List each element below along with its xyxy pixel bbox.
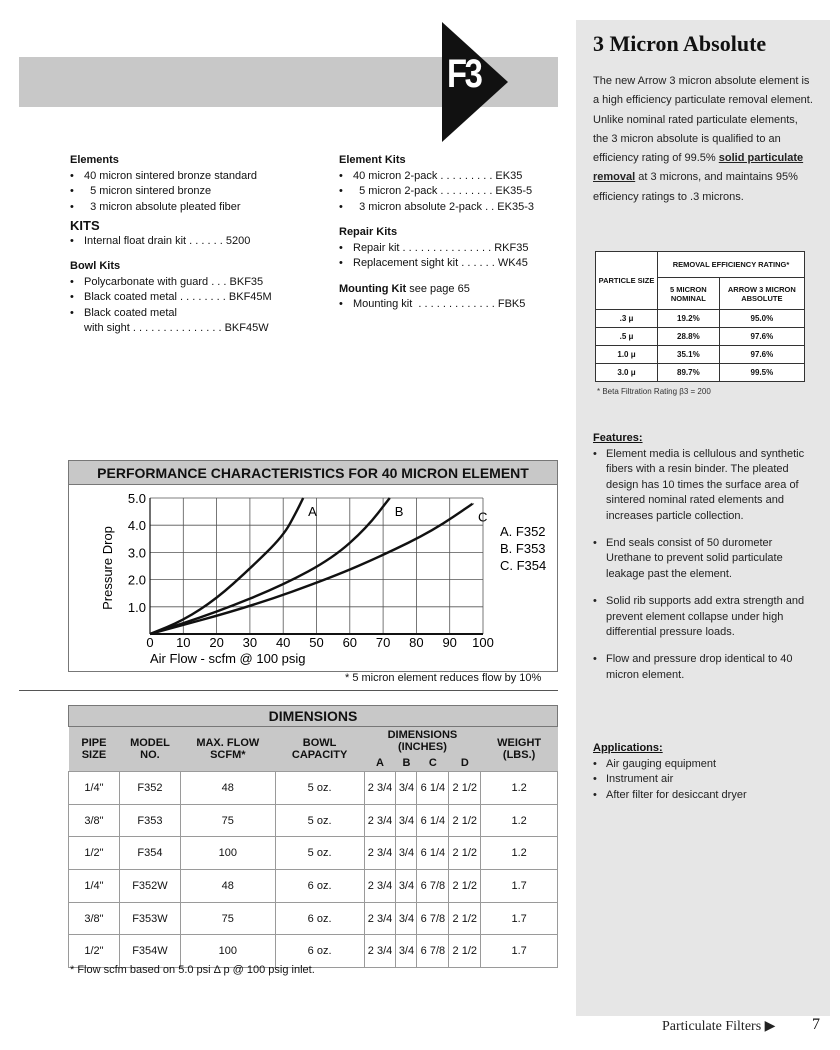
y-axis-label: Pressure Drop [100,526,115,610]
x-tick-label: 0 [146,635,154,650]
dimensions-cell-bowl: 5 oz. [275,837,364,870]
dimensions-cell-flow: 100 [181,837,276,870]
dimensions-cell-b: 3/4 [396,902,417,935]
dimensions-cell-b: 3/4 [396,772,417,805]
features-item: • Flow and pressure drop identical to 40 micron element. [593,652,808,683]
parts-column-right [339,153,569,313]
dimensions-cell-bowl: 6 oz. [275,902,364,935]
dimensions-footnote: * Flow scfm based on 5.0 psi Δ p @ 100 psig inlet. [70,964,315,976]
applications-item: • Air gauging equipment [593,757,808,772]
section-divider [19,690,558,691]
sidebar-title: 3 Micron Absolute [593,31,767,56]
performance-chart [69,486,557,670]
x-tick-label: 50 [309,635,324,650]
bowl-kits-heading: Bowl Kits [70,260,121,272]
dimensions-cell-model: F354W [119,935,180,968]
dimensions-cell-a: 2 3/4 [364,935,396,968]
dimensions-title: DIMENSIONS [68,705,558,727]
y-tick-label: 3.0 [127,545,146,561]
dimensions-cell-c: 6 7/8 [417,902,449,935]
efficiency-table-note: * Beta Filtration Rating β3 = 200 [597,387,711,396]
dimensions-cell-weight: 1.2 [481,837,558,870]
mounting-kit-heading: Mounting Kit see page 65 [339,282,470,295]
element-kit-item: • 40 micron 2-pack . . . . . . . . . EK35 [339,169,569,185]
element-kit-item: • 5 micron 2-pack . . . . . . . . . EK35-5 [339,184,569,200]
dimensions-row [69,837,558,870]
dimensions-cell-c: 6 1/4 [417,837,449,870]
dimensions-row [69,870,558,903]
dimensions-cell-d: 2 1/2 [449,902,481,935]
col-dim-c: C [417,755,449,772]
efficiency-cell-nominal: 19.2% [658,310,720,328]
features-item: • Solid rib supports add extra strength and prevent element collapse under high differential pressure loads. [593,594,808,640]
col-pipe-size: PIPE SIZE [69,727,120,772]
legend-entry: B. F353 [500,541,546,556]
features-list [593,447,808,683]
dimensions-row [69,902,558,935]
dimensions-cell-a: 2 3/4 [364,837,396,870]
col-dimensions: DIMENSIONS (INCHES) [364,727,481,755]
series-label-b: B [394,504,404,519]
dimensions-cell-pipe: 1/2" [69,935,120,968]
page-number: 7 [812,1016,820,1033]
dimensions-cell-b: 3/4 [396,837,417,870]
dimensions-cell-a: 2 3/4 [364,902,396,935]
dimensions-table [68,727,558,968]
dimensions-cell-b: 3/4 [396,870,417,903]
dimensions-cell-model: F354 [119,837,180,870]
element-kits-heading: Element Kits [339,154,406,166]
x-tick-label: 20 [209,635,224,650]
dimensions-row [69,935,558,968]
col-nominal: 5 MICRON NOMINAL [658,278,720,310]
x-tick-label: 40 [275,635,291,650]
efficiency-cell-absolute: 97.6% [719,346,804,364]
efficiency-row [596,328,805,346]
elements-item: • 5 micron sintered bronze [70,184,320,200]
efficiency-row [596,310,805,328]
col-bowl-capacity: BOWL CAPACITY [275,727,364,772]
y-tick-label: 5.0 [127,491,146,506]
features-heading: Features: [593,432,643,444]
dimensions-cell-model: F352 [119,772,180,805]
y-tick-label: 2.0 [127,572,146,588]
features-item: • End seals consist of 50 durometer Urethane to prevent solid particulate leakage past the element. [593,536,808,582]
applications-list [593,757,808,803]
dimensions-cell-bowl: 5 oz. [275,804,364,837]
dimensions-cell-b: 3/4 [396,804,417,837]
x-tick-label: 90 [442,635,457,650]
dimensions-cell-d: 2 1/2 [449,837,481,870]
efficiency-cell-size: 3.0 μ [596,364,658,382]
efficiency-cell-absolute: 95.0% [719,310,804,328]
efficiency-cell-nominal: 28.8% [658,328,720,346]
dimensions-cell-flow: 75 [181,804,276,837]
dimensions-cell-weight: 1.2 [481,804,558,837]
sidebar-intro: The new Arrow 3 micron absolute element is a high efficiency particulate removal element. Unlike nominal rated particulate elements, the 3 micron absolute is qualified to an efficiency rating of 99.5% solid particulate removal at 3 microns, and maintains 95% efficiency ratings to .3 microns. [593,75,813,203]
dimensions-cell-c: 6 7/8 [417,870,449,903]
intro-emphasis: solid particulate removal [593,152,804,184]
dimensions-cell-model: F353W [119,902,180,935]
series-line-b [150,498,390,634]
col-particle-size: PARTICLE SIZE [596,252,658,310]
dimensions-cell-pipe: 1/2" [69,837,120,870]
col-dim-b: B [396,755,417,772]
efficiency-row [596,364,805,382]
kits-heading: KITS [70,218,100,233]
efficiency-cell-absolute: 99.5% [719,364,804,382]
dimensions-cell-flow: 100 [181,935,276,968]
dimensions-cell-pipe: 3/8" [69,804,120,837]
mounting-kit-item: • Mounting kit . . . . . . . . . . . . . FBK5 [339,297,569,313]
dimensions-cell-d: 2 1/2 [449,870,481,903]
bowl-kit-item: • Black coated metal . . . . . . . . BKF45M [70,290,320,306]
dimensions-cell-flow: 48 [181,870,276,903]
dimensions-cell-d: 2 1/2 [449,935,481,968]
col-removal-efficiency: REMOVAL EFFICIENCY RATING* [658,252,805,278]
dimensions-cell-flow: 75 [181,902,276,935]
dimensions-cell-pipe: 1/4" [69,772,120,805]
section-tab-label: F3 [447,52,481,96]
col-dim-a: A [364,755,396,772]
element-kit-item: • 3 micron absolute 2-pack . . EK35-3 [339,200,569,216]
dimensions-cell-weight: 1.7 [481,902,558,935]
elements-heading: Elements [70,154,119,166]
features-item: • Element media is cellulous and synthetic fibers with a resin binder. The pleated design has 10 times the surface area of sintered nominal rated elements and increases particle collection. [593,447,808,524]
dimensions-cell-bowl: 5 oz. [275,772,364,805]
dimensions-cell-a: 2 3/4 [364,804,396,837]
elements-item: • 40 micron sintered bronze standard [70,169,320,185]
applications-heading: Applications: [593,742,663,754]
applications-item: • Instrument air [593,772,808,787]
dimensions-cell-a: 2 3/4 [364,870,396,903]
y-tick-label: 1.0 [127,599,146,615]
y-tick-label: 4.0 [127,518,146,534]
dimensions-cell-d: 2 1/2 [449,772,481,805]
elements-item: • 3 micron absolute pleated fiber [70,200,320,216]
efficiency-table [595,251,805,382]
bowl-kit-item: • Polycarbonate with guard . . . BKF35 [70,275,320,291]
col-weight: WEIGHT (LBS.) [481,727,558,772]
x-tick-label: 80 [409,635,424,650]
legend-entry: A. F352 [500,524,546,539]
x-tick-label: 30 [242,635,258,650]
bowl-kit-item-continued: with sight . . . . . . . . . . . . . . . BKF45W [84,322,269,334]
footer-section-label: Particulate Filters ▶ [662,1019,776,1034]
chart-footnote: * 5 micron element reduces flow by 10% [345,672,542,684]
dimensions-row [69,772,558,805]
efficiency-cell-size: .5 μ [596,328,658,346]
series-label-c: C [478,509,488,525]
dimensions-cell-bowl: 6 oz. [275,870,364,903]
efficiency-cell-size: .3 μ [596,310,658,328]
kits-item: • Internal float drain kit . . . . . . 5200 [70,234,320,250]
x-tick-label: 70 [375,635,391,650]
col-absolute: ARROW 3 MICRON ABSOLUTE [719,278,804,310]
repair-kit-item: • Replacement sight kit . . . . . . WK45 [339,256,569,272]
x-tick-label: 10 [176,635,191,650]
efficiency-row [596,346,805,364]
x-tick-label: 60 [342,635,358,650]
col-max-flow: MAX. FLOW SCFM* [181,727,276,772]
col-model-no: MODEL NO. [119,727,180,772]
parts-column-left [70,153,320,337]
dimensions-cell-pipe: 1/4" [69,870,120,903]
repair-kit-item: • Repair kit . . . . . . . . . . . . . . . RKF35 [339,241,569,257]
efficiency-cell-size: 1.0 μ [596,346,658,364]
dimensions-cell-c: 6 1/4 [417,804,449,837]
efficiency-cell-nominal: 35.1% [658,346,720,364]
dimensions-cell-bowl: 6 oz. [275,935,364,968]
dimensions-cell-model: F352W [119,870,180,903]
dimensions-cell-a: 2 3/4 [364,772,396,805]
dimensions-cell-model: F353 [119,804,180,837]
dimensions-cell-pipe: 3/8" [69,902,120,935]
dimensions-row [69,804,558,837]
chart-title: PERFORMANCE CHARACTERISTICS FOR 40 MICRON ELEMENT [68,460,558,485]
repair-kits-heading: Repair Kits [339,226,398,238]
dimensions-cell-d: 2 1/2 [449,804,481,837]
applications-item: • After filter for desiccant dryer [593,788,808,803]
legend-entry: C. F354 [500,558,547,573]
dimensions-cell-c: 6 1/4 [417,772,449,805]
col-dim-d: D [449,755,481,772]
dimensions-cell-b: 3/4 [396,935,417,968]
dimensions-cell-weight: 1.7 [481,870,558,903]
dimensions-cell-weight: 1.2 [481,772,558,805]
efficiency-cell-nominal: 89.7% [658,364,720,382]
series-label-a: A [308,504,317,519]
efficiency-cell-absolute: 97.6% [719,328,804,346]
x-axis-label: Air Flow - scfm @ 100 psig [150,651,306,666]
bowl-kit-item: • Black coated metal [70,306,320,322]
dimensions-cell-c: 6 7/8 [417,935,449,968]
x-tick-label: 100 [472,635,494,650]
dimensions-cell-weight: 1.7 [481,935,558,968]
dimensions-cell-flow: 48 [181,772,276,805]
